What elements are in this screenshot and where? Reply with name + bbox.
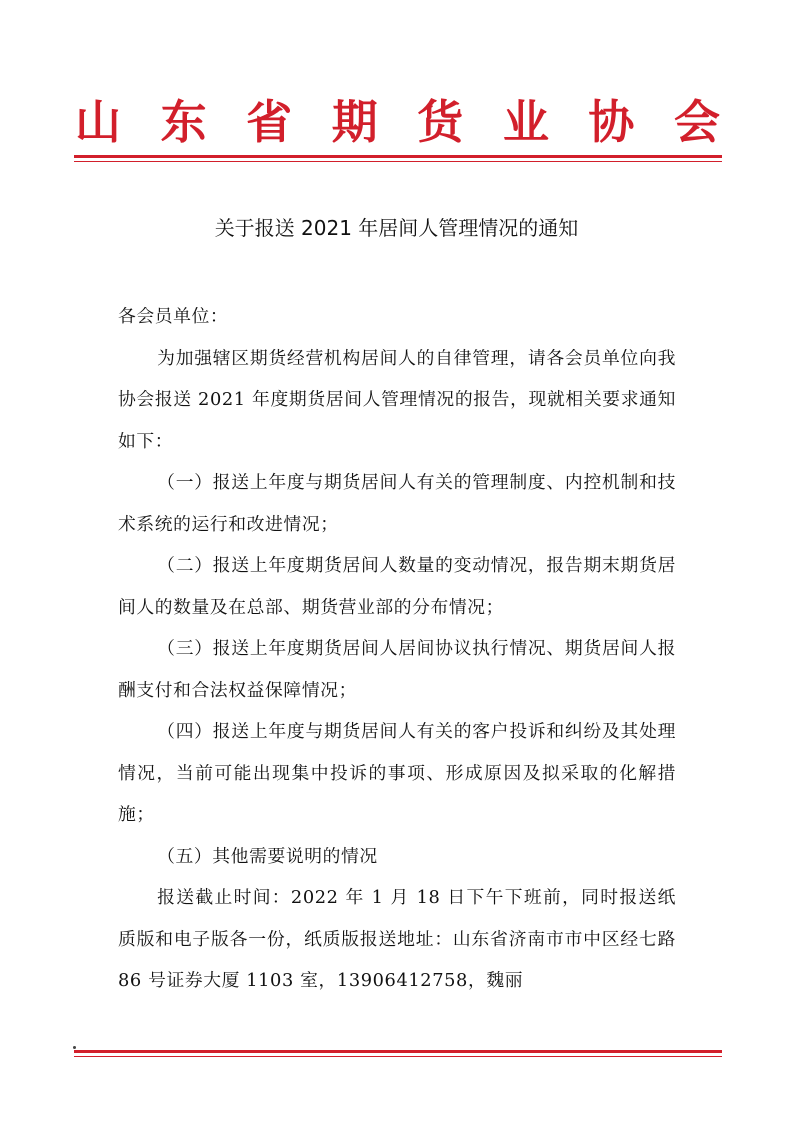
scan-dot bbox=[73, 1046, 76, 1049]
salutation: 各会员单位： bbox=[118, 306, 229, 327]
list-item: （一）报送上年度与期货居间人有关的管理制度、内控机制和技术系统的运行和改进情况； bbox=[118, 472, 676, 535]
org-title-char: 货 bbox=[417, 95, 464, 149]
notice-body bbox=[118, 296, 676, 1002]
org-title-char: 协 bbox=[588, 95, 635, 149]
org-title-char: 会 bbox=[673, 95, 720, 149]
intro-paragraph: 为加强辖区期货经营机构居间人的自律管理，请各会员单位向我协会报送 2021 年度期货居间人管理情况的报告，现就相关要求通知如下： bbox=[118, 347, 676, 452]
org-title-char: 山 bbox=[75, 95, 121, 149]
footer-rule-thick bbox=[74, 1050, 722, 1053]
organization-title bbox=[75, 88, 720, 156]
list-item: （三）报送上年度期货居间人居间协议执行情况、期货居间人报酬支付和合法权益保障情况； bbox=[118, 638, 676, 701]
org-title-char: 东 bbox=[160, 95, 207, 149]
deadline-paragraph: 报送截止时间：2022 年 1 月 18 日下午下班前，同时报送纸质版和电子版各一份，纸质版报送地址：山东省济南市市中区经七路 86 号证券大厦 1103 室，13906412758，魏丽 bbox=[118, 887, 676, 991]
footer-rule-thin bbox=[74, 1056, 722, 1057]
header-rule-thin bbox=[74, 161, 722, 162]
org-title-char: 省 bbox=[246, 95, 293, 149]
list-item: （二）报送上年度期货居间人数量的变动情况，报告期末期货居间人的数量及在总部、期货营业部的分布情况； bbox=[118, 555, 676, 618]
org-title-char: 业 bbox=[502, 95, 549, 149]
notice-title: 关于报送 2021 年居间人管理情况的通知 bbox=[214, 216, 579, 240]
list-item: （四）报送上年度与期货居间人有关的客户投诉和纠纷及其处理情况，当前可能出现集中投诉的事项、形成原因及拟采取的化解措施； bbox=[118, 721, 676, 825]
list-item: （五）其他需要说明的情况 bbox=[157, 845, 378, 867]
header-rule-thick bbox=[74, 155, 722, 158]
org-title-char: 期 bbox=[331, 95, 378, 149]
